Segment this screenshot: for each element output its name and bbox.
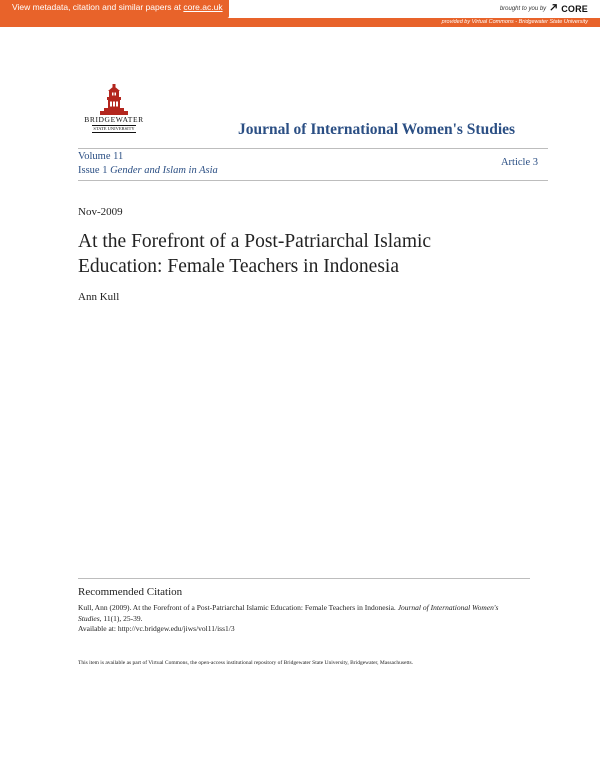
issue-title: Gender and Islam in Asia <box>110 165 218 176</box>
provided-by-strip <box>0 18 600 27</box>
core-brand[interactable] <box>500 3 588 14</box>
core-metadata-text: View metadata, citation and similar papers at <box>12 2 184 12</box>
institution-name: BRIDGEWATER <box>84 115 144 124</box>
divider-top <box>78 148 548 149</box>
institution-logo[interactable] <box>78 84 150 136</box>
core-header-bar <box>0 0 600 18</box>
journal-title[interactable]: Journal of International Women's Studies <box>238 121 516 138</box>
available-at-link[interactable]: Available at: http://vc.bridgew.edu/jiws/vol11/iss1/3 <box>78 624 235 633</box>
divider-mid <box>78 180 548 181</box>
author-name[interactable]: Ann Kull <box>78 291 120 303</box>
core-metadata-banner[interactable] <box>0 0 229 18</box>
citation-main: Kull, Ann (2009). At the Forefront of a Post-Patriarchal Islamic Education: Female Teachers in Indonesia. <box>78 603 398 612</box>
tower-icon <box>78 84 150 116</box>
recommended-citation-heading: Recommended Citation <box>78 586 183 598</box>
core-arrow-icon <box>549 3 558 14</box>
article-title: At the Forefront of a Post-Patriarchal Islamic Education: Female Teachers in Indonesia <box>78 231 432 277</box>
institution-sub: STATE UNIVERSITY <box>93 126 135 131</box>
issue-link[interactable] <box>78 165 218 176</box>
core-link[interactable]: core.ac.uk <box>183 2 223 12</box>
provided-by-text: provided by Virtual Commons - Bridgewater State University <box>441 19 588 25</box>
divider-citation <box>78 578 530 579</box>
citation-tail: , 11(1), 25-39. <box>99 614 143 623</box>
volume-link[interactable]: Volume 11 <box>78 151 124 162</box>
citation-journal: Journal of International Women's Studies <box>78 603 499 623</box>
issue-number: Issue 1 <box>78 165 108 176</box>
citation-text <box>78 602 518 624</box>
brought-by-text: brought to you by <box>499 5 547 12</box>
repository-note: This item is available as part of Virtual Commons, the open-access institutional repository of Bridgewater State University, Bridgewater, Massachusetts. <box>78 660 414 666</box>
article-number[interactable]: Article 3 <box>500 157 538 168</box>
core-logo: CORE <box>561 3 588 14</box>
publication-date: Nov-2009 <box>78 206 123 218</box>
